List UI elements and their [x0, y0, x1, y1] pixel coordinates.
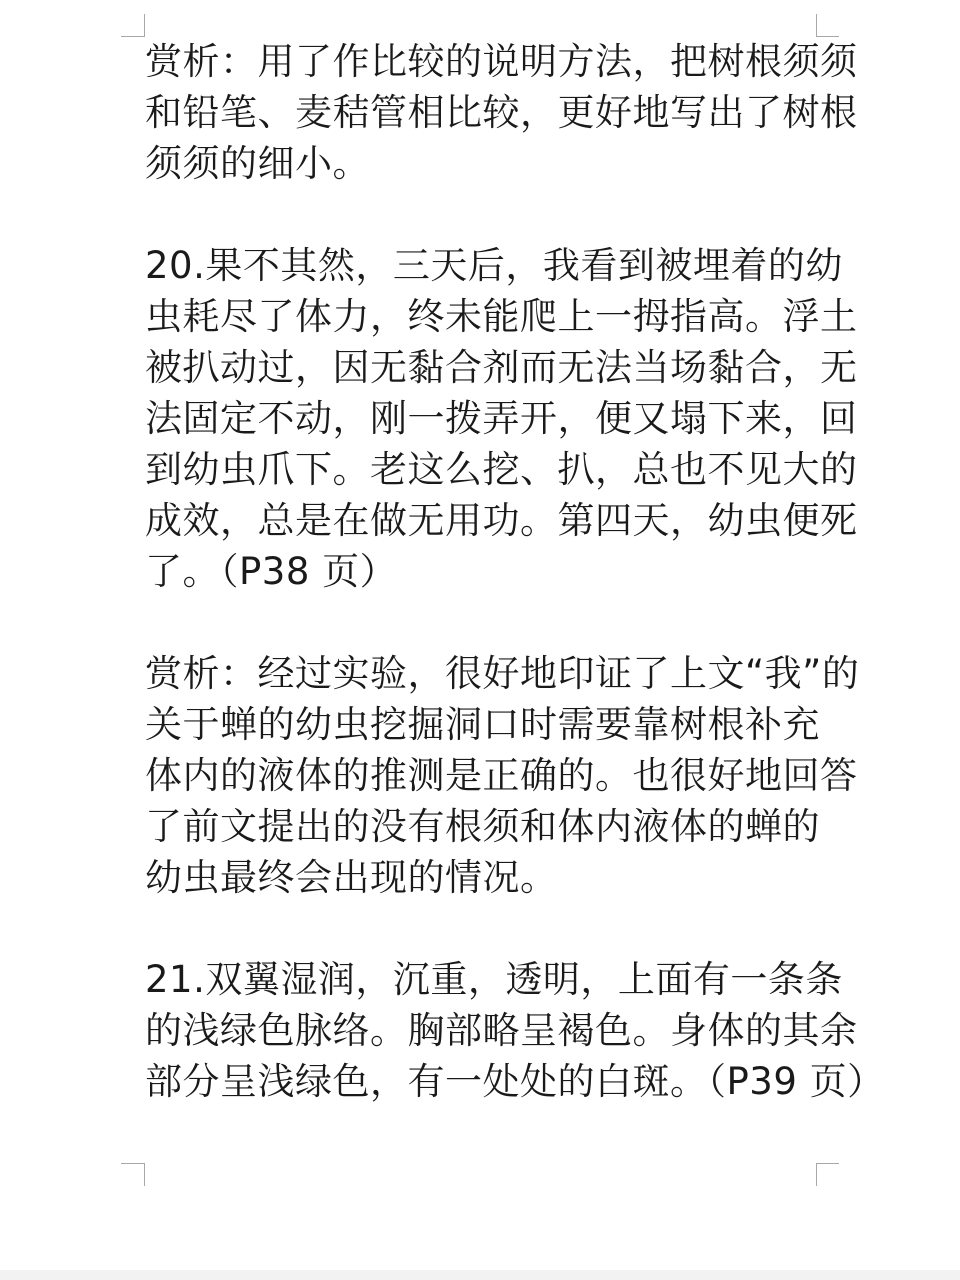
paragraph-spacer	[145, 189, 820, 240]
paragraph-item-21	[145, 954, 885, 1107]
page-corner-mark-bottom-right	[816, 1163, 839, 1186]
page-bottom-edge	[0, 1270, 960, 1280]
document-body	[145, 36, 885, 1107]
text-line: 的浅绿色脉络。胸部略呈褐色。身体的其余	[145, 1009, 858, 1052]
text-line: 21.双翼湿润，沉重，透明，上面有一条条	[145, 958, 843, 1001]
text-line: 虫耗尽了体力，终未能爬上一拇指高。浮土	[145, 295, 858, 338]
text-line: 20.果不其然，三天后，我看到被埋着的幼	[145, 244, 843, 287]
text-line: 成效，总是在做无用功。第四天，幼虫便死	[145, 499, 858, 542]
paragraph-spacer	[145, 903, 820, 954]
text-line: 了。（P38 页）	[145, 550, 398, 593]
page-corner-mark-top-right	[816, 14, 839, 37]
text-line: 部分呈浅绿色，有一处处的白斑。（P39 页）	[145, 1060, 885, 1103]
paragraph-spacer	[145, 597, 820, 648]
text-line: 体内的液体的推测是正确的。也很好地回答	[145, 754, 858, 797]
page-corner-mark-bottom-left	[121, 1163, 145, 1186]
text-line: 赏析：用了作比较的说明方法，把树根须须	[145, 40, 858, 83]
text-line: 赏析：经过实验，很好地印证了上文“我”的	[145, 652, 860, 695]
text-line: 到幼虫爪下。老这么挖、扒，总也不见大的	[145, 448, 858, 491]
paragraph-analysis-comparison	[145, 36, 858, 189]
text-line: 幼虫最终会出现的情况。	[145, 856, 558, 899]
text-line: 了前文提出的没有根须和体内液体的蝉的	[145, 805, 820, 848]
text-line: 关于蝉的幼虫挖掘洞口时需要靠树根补充	[145, 703, 820, 746]
paragraph-item-20	[145, 240, 858, 597]
page-corner-mark-top-left	[121, 14, 145, 37]
text-line: 须须的细小。	[145, 142, 370, 185]
paragraph-analysis-experiment	[145, 648, 860, 903]
text-line: 和铅笔、麦秸管相比较，更好地写出了树根	[145, 91, 858, 134]
text-line: 被扒动过，因无黏合剂而无法当场黏合，无	[145, 346, 858, 389]
text-line: 法固定不动，刚一拨弄开，便又塌下来，回	[145, 397, 858, 440]
